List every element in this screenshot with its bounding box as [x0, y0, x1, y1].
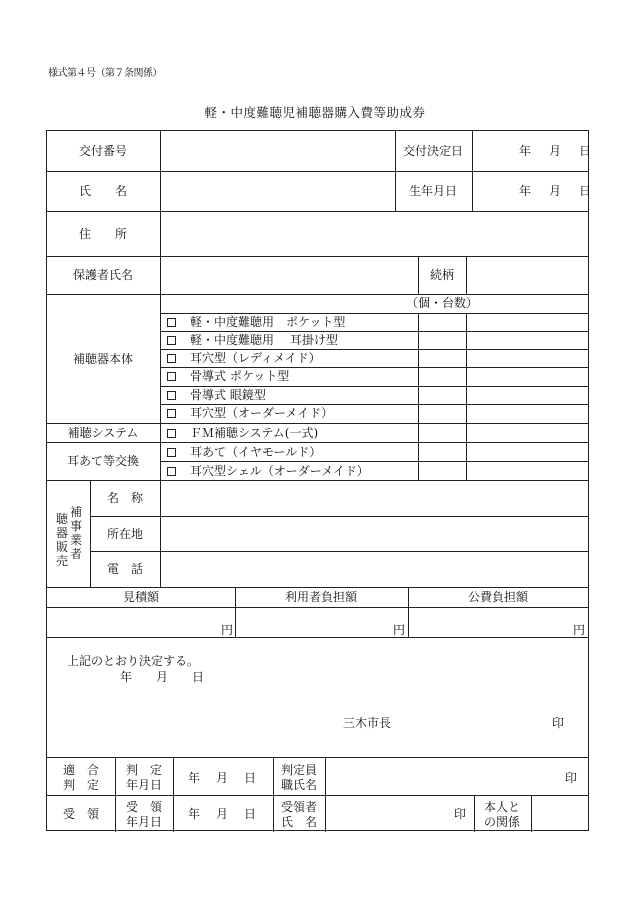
suitability-label-2: 判 定 — [62, 778, 100, 792]
yen-unit: 円 — [573, 623, 586, 637]
suitability-label-1: 適 合 — [62, 763, 100, 777]
device-item: 骨導式 ポケット型 — [167, 370, 289, 382]
receipt-label: 受 領 — [62, 807, 100, 821]
relationship-label: 続柄 — [429, 268, 455, 282]
earmold-item: 耳穴型シェル（オーダーメイド） — [167, 465, 369, 477]
birth-date-value: 年 月 日 — [519, 184, 595, 198]
device-item: 軽・中度難聴用 耳掛け型 — [167, 334, 338, 346]
earmold-item: 耳あて（イヤモールド） — [167, 446, 321, 458]
seller-phone-label: 電 話 — [106, 562, 144, 576]
checkbox[interactable] — [167, 448, 176, 457]
unit-count-header: （個・台数） — [405, 296, 479, 310]
relationship-to-person-label-1: 本人と — [483, 800, 521, 814]
hearing-system-label: 補聴システム — [67, 426, 139, 440]
checkbox[interactable] — [167, 354, 176, 363]
delivery-decision-date-label: 交付決定日 — [402, 144, 464, 158]
estimate-label: 見積額 — [122, 590, 160, 604]
device-item: 耳穴型（オーダーメイド） — [167, 407, 333, 419]
system-item: ＦＭ補聴システム(一式) — [167, 427, 318, 439]
yen-unit: 円 — [221, 623, 234, 637]
officer-seal: 印 — [565, 771, 578, 785]
receipt-date-label-1: 受 領 — [125, 800, 163, 814]
relationship-to-person-label-2: の関係 — [483, 815, 521, 829]
judgement-date-value: 年 月 日 — [187, 771, 259, 785]
decision-text: 上記のとおり決定する。 — [67, 654, 200, 668]
delivery-decision-date-value: 年 月 日 — [519, 144, 595, 158]
receipt-date-label-2: 年月日 — [125, 815, 163, 829]
name-label: 氏 名 — [78, 184, 128, 198]
receipt-date-value: 年 月 日 — [187, 807, 259, 821]
public-share-label: 公費負担額 — [467, 590, 529, 604]
recipient-label-1: 受領者 — [280, 800, 318, 814]
form-number: 様式第４号（第７条関係） — [48, 68, 162, 79]
seller-address-label: 所在地 — [106, 527, 144, 541]
mayor-label: 三木市長 — [343, 716, 392, 730]
earmold-exchange-label: 耳あて等交換 — [66, 454, 140, 468]
user-share-label: 利用者負担額 — [284, 590, 358, 604]
recipient-label-2: 氏 名 — [280, 815, 318, 829]
decision-date: 年 月 日 — [120, 670, 205, 684]
checkbox[interactable] — [167, 372, 176, 381]
checkbox[interactable] — [167, 336, 176, 345]
checkbox[interactable] — [167, 409, 176, 418]
checkbox[interactable] — [167, 467, 176, 476]
address-label: 住 所 — [78, 227, 128, 241]
judgement-date-label-1: 判 定 — [125, 763, 163, 777]
checkbox[interactable] — [167, 318, 176, 327]
guardian-name-label: 保護者氏名 — [72, 268, 134, 282]
seller-vertical-label-2: 聴 器 販 売 — [55, 512, 68, 568]
seller-vertical-label-1: 補 事 業 者 — [69, 505, 82, 561]
judgement-date-label-2: 年月日 — [125, 778, 163, 792]
recipient-seal: 印 — [454, 807, 467, 821]
officer-label-1: 判定員 — [280, 763, 318, 777]
hearing-aid-body-label: 補聴器本体 — [72, 352, 134, 366]
device-item: 骨導式 眼鏡型 — [167, 389, 266, 401]
form-frame — [46, 130, 595, 831]
device-item: 耳穴型（レディメイド） — [167, 352, 321, 364]
birth-date-label: 生年月日 — [408, 184, 458, 198]
delivery-number-label: 交付番号 — [78, 144, 128, 158]
checkbox[interactable] — [167, 429, 176, 438]
device-item: 軽・中度難聴用 ポケット型 — [167, 316, 345, 328]
seller-name-label: 名 称 — [106, 491, 144, 505]
checkbox[interactable] — [167, 391, 176, 400]
mayor-seal: 印 — [552, 716, 565, 730]
yen-unit: 円 — [393, 623, 406, 637]
officer-label-2: 職氏名 — [280, 778, 318, 792]
form-title: 軽・中度難聴児補聴器購入費等助成券 — [204, 105, 426, 120]
